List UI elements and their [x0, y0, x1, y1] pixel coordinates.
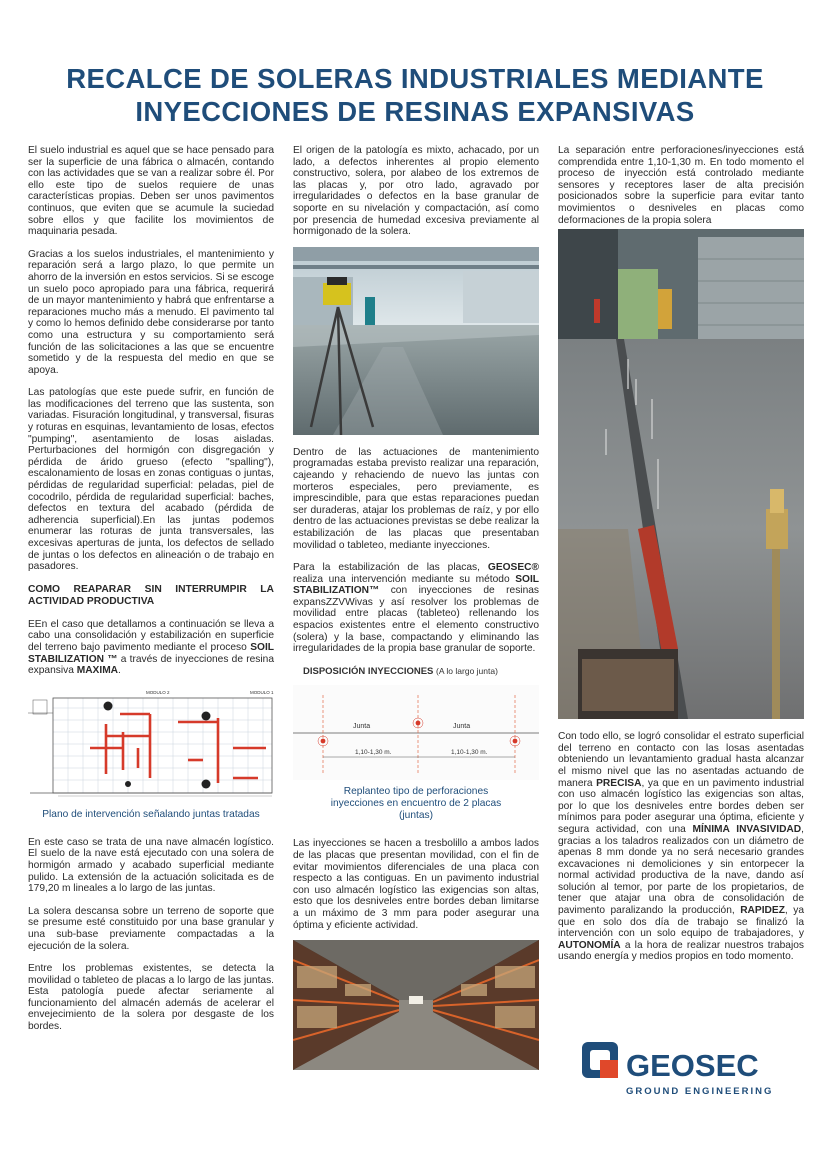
geosec-logo — [580, 1040, 810, 1100]
paragraph: La solera descansa sobre un terreno de soporte que se presume esté constituido por una base granular y una sub-base previamente compactadas a la ejecución de la solera. — [28, 905, 274, 952]
column-1 — [28, 145, 274, 1044]
plan-label-module-1: MODULO 1 — [250, 689, 274, 695]
spacing-label: 1,10-1,30 m. — [355, 749, 392, 757]
injection-layout-figure — [293, 666, 539, 823]
logo-wordmark: GEOSEC — [626, 1048, 759, 1083]
plan-column-marker — [125, 781, 131, 787]
paragraph: En este caso se trata de una nave almacén logístico. El suelo de la nave está ejecutado con una solera de hormigón armado y acabado superficial mediante pulido. La extensión de la actuación solicitada es de 179,20 m lineales a lo largo de las juntas. — [28, 836, 274, 895]
paragraph: EEn el caso que detallamos a continuación se lleva a cabo una consolidación y estabilización en superficie del terreno bajo pavimento mediante el proceso SOIL STABILIZATION ™ a través de inyecciones de resina expansiva MAXIMA. — [28, 618, 274, 677]
paragraph: Con todo ello, se logró consolidar el estrato superficial del terreno en contacto con las losas asentadas obteniendo un levantamiento gradual hasta alcanzar el mismo nivel que las no asentadas actuando de manera PRECISA, ya que en un pavimento industrial con uso almacén logístico las exigencias son altas, por lo que los desniveles entre bordes deben ser mínimos para poder asegurar una óptima, eficiente y segura actividad, con una MÍNIMA INVASIVIDAD, gracias a los taladros realizados con un diámetro de apenas 8 mm donde ya no será necesario grandes excavaciones ni demoliciones y sin entorpecer la normal actividad productiva de la nave, dando así solución al temor, por parte de los propietarios, de tener que atajar una obra de consolidación de pavimento paralizando la producción, RAPIDEZ, ya que en solo dos día de trabajo se finalizó la intervención con un solo equipo de trabajadores, y AUTONOMÍA a la hora de realizar nuestros trabajos usando energía y medios propios en todo momento. — [558, 731, 804, 963]
floor-plan-caption: Plano de intervención señalando juntas tratadas — [42, 808, 260, 820]
plan-column-marker — [202, 711, 211, 720]
floor-plan — [28, 688, 274, 803]
injection-layout-diagram — [293, 685, 539, 780]
junta-label: Junta — [353, 723, 371, 731]
paragraph: Las patologías que este puede sufrir, en función de las modificaciones del terreno que las sustenta, son variadas. Fisuración longitudinal, y transversal, fisuras y roturas en esquinas, levantamiento de losas, efectos "pumping", asentamiento de losas aisladas. Perturbaciones del hormigón con disgregación y pérdida de árido grueso (efecto "spalling"), escalonamiento de losas en zonas contiguas o juntas, pérdidas de regularidad superficial: peladas, piel de cocodrilo, pérdida de regularidad superficial: baches, defectos en textura del acabado (pérdida de adherencia superficial).En las juntas podemos enumerar las roturas de junta transversales, las excesivas aperturas de junta, los defectos de sellado de juntas o los defectos en alineación o de trabajo en pasadores. — [28, 387, 274, 573]
injection-layout-caption: Replanteo tipo de perforaciones inyecciones en encuentro de 2 placas (juntas) — [330, 786, 502, 822]
spacing-label: 1,10-1,30 m. — [451, 749, 488, 757]
paragraph: El origen de la patología es mixto, achacado, por un lado, a defectos inherentes al propio elemento constructivo, solera, por alabeo de los extremos de las placas y, por otro lado, agravado por irregularidades o defectos en la base granular de soporte en su nivelación y compactación, así como por presencia de humedad excesiva previamente al hormigonado de la solera. — [293, 145, 539, 238]
floor-injection-photo — [558, 229, 804, 719]
junta-label: Junta — [453, 723, 471, 731]
paragraph: Gracias a los suelos industriales, el mantenimiento y reparación será a largo plazo, lo que permite un ahorro de la inversión en estos servicios. Si se escoge un suelo poco apropiado para una fábrica, requerirá de un mayor mantenimiento y habrá que enfrentarse a reparaciones mucho más a menudo. El pavimento tal y como lo hemos definido debe considerarse por tanto como una estructura y su comportamiento será función de las solicitaciones a las que se encuentre sometido y de la respuesta del medio en que se apoya. — [28, 248, 274, 376]
paragraph: El suelo industrial es aquel que se hace pensado para ser la superficie de una fábrica o almacén, contando con las actividades que se van a realizar sobre él. Por ello este tipo de suelos requiere de unas características propias. Deben ser unos pavimentos continuos, que eviten que se acumule la suciedad sobre ellos y que facilite los movimientos de maquinaria pesada. — [28, 145, 274, 238]
column-2 — [293, 145, 539, 1070]
plan-column-marker — [104, 701, 113, 710]
section-heading: COMO REAPARAR SIN INTERRUMPIR LA ACTIVIDAD PRODUCTIVA — [28, 583, 274, 607]
title-line-2: INYECCIONES DE RESINAS EXPANSIVAS — [135, 96, 695, 127]
paragraph: Las inyecciones se hacen a tresbolillo a ambos lados de las placas que presentan movilidad, con el fin de evitar movimientos diferenciales de una placa con respecto a las contiguas. En un pavimento industrial con uso almacén logístico las exigencias son altas, esto que los desniveles entre bordes deban limitarse a un máximo de 3 mm para poder asegurar una óptima y eficiente actividad. — [293, 838, 539, 931]
figure-title: DISPOSICIÓN INYECCIONES (A lo largo junta) — [303, 665, 498, 677]
title-line-1: RECALCE DE SOLERAS INDUSTRIALES MEDIANTE — [66, 63, 764, 94]
warehouse-laser-photo — [293, 247, 539, 435]
paragraph: Para la estabilización de las placas, GEOSEC® realiza una intervención mediante su método SOIL STABILIZATION™ con inyecciones de resinas expansZZVWivas y así resolver los problemas de movilidad entre placas (tableteo) rellenando los espacios existentes entre el elemento constructivo (solera) y la base, compactando y eliminando las irregularidades de la propia base granular de soporte. — [293, 562, 539, 655]
column-3 — [558, 145, 804, 974]
plan-label-module-2: MODULO 2 — [146, 689, 170, 695]
warehouse-aisle-photo — [293, 940, 539, 1070]
plan-column-marker — [202, 779, 211, 788]
paragraph: Dentro de las actuaciones de mantenimiento programadas estaba previsto realizar una reparación, cajeando y rehaciendo de nuevo las juntas con morteros especiales, pero previamente, es imprescindible, para que estas reparaciones puedan ser duraderas, atajar los problemas de raíz, y por ello dentro de las actuaciones previstas se debe realizar la estabilización de las placas que presentaban movilidad o tableteo, mediante inyecciones. — [293, 446, 539, 551]
paragraph: La separación entre perforaciones/inyecciones está comprendida entre 1,10-1,30 m. En todo momento el proceso de inyección está controlado mediante sensores y receptores laser de alta precisión posicionados sobre la superficie para evitar tanto movimientos o desniveles en placas como deformaciones de la propia solera — [558, 145, 804, 226]
article-title — [0, 62, 830, 128]
floor-plan-figure — [28, 688, 274, 821]
paragraph: Entre los problemas existentes, se detecta la movilidad o tableteo de placas a lo largo de las juntas. Esta patología puede afectar seriamente al funcionamiento del almacén además de acelerar el envejecimiento de la solera por desgaste de los bordes. — [28, 963, 274, 1033]
logo-tagline: GROUND ENGINEERING — [626, 1086, 774, 1097]
